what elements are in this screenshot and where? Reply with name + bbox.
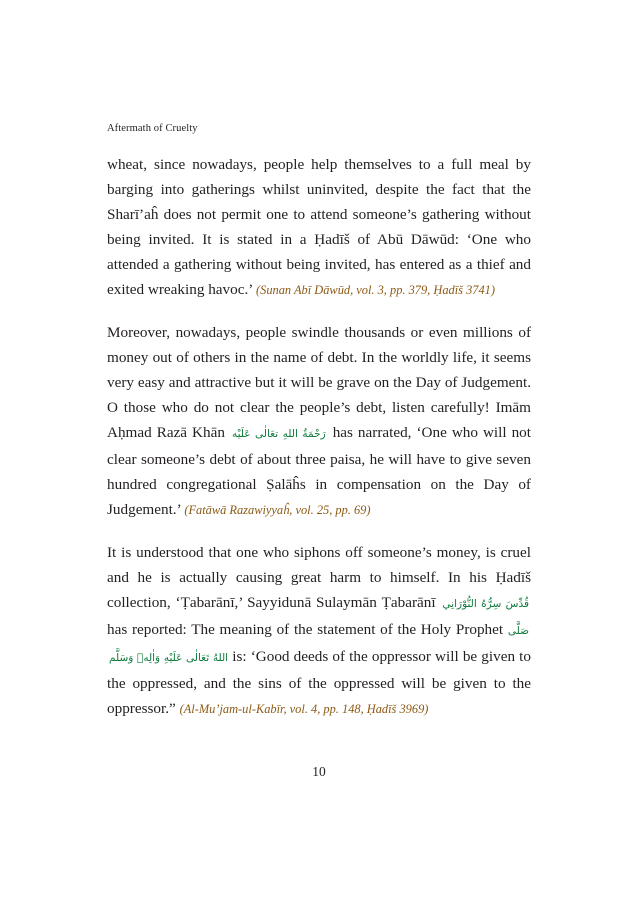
paragraph-text: has reported: The meaning of the statement of the Holy Prophet [107,621,508,638]
arabic-honorific: رَحْمَةُ اللهِ تعَالٰی عَلَيْه [231,428,326,440]
paragraph-text: has narrated, ‘One who will not clear someone’s debt of about three paisa, he will have to give seven hundred congregational Ṣalāĥs in compensation on the Day of Judgement.’ [107,424,531,518]
paragraph-text: wheat, since nowadays, people help themselves to a full meal by barging into gatherings whilst uninvited, despite the fact that the Sharī’aĥ does not permit one to attend someone’s gathering without being invited. It is stated in a Ḥadīš of Abū Dāwūd: ‘One who attended a gathering without being invited, has entered as a thief and exited wreaking havoc.’ [107,156,531,298]
page-body [107,152,531,739]
paragraph-text: It is understood that one who siphons off someone’s money, is cruel and he is actually causing great harm to himself. In his Ḥadīš collection, ‘Ṭabarānī,’ Sayyidunā Sulaymān Ṭabarānī [107,544,531,611]
page-number: 10 [312,764,326,779]
paragraph-1 [107,152,531,303]
paragraph-3 [107,540,531,722]
citation: (Sunan Abī Dāwūd, vol. 3, pp. 379, Ḥadīš 3741) [256,283,495,297]
citation: (Fatāwā Razawiyyaĥ, vol. 25, pp. 69) [184,503,371,517]
paragraph-2 [107,320,531,523]
arabic-honorific: قُدِّسَ سِرُّهُ النُّوْرَانِي [442,598,529,610]
arabic-honorific: صَلَّى اللهُ تَعَالٰى عَلَيْهِ وَاٰلِهٖ وَسَلَّم [109,625,529,664]
running-header: Aftermath of Cruelty [107,123,198,134]
paragraph-text: is: ‘Good deeds of the oppressor will be given to the oppressed, and the sins of the oppressed will be given to the oppressor.” [107,648,531,717]
citation: (Al-Mu’jam-ul-Kabīr, vol. 4, pp. 148, Ḥadīš 3969) [179,702,429,716]
paragraph-text: Moreover, nowadays, people swindle thousands or even millions of money out of others in the name of debt. In the worldly life, it seems very easy and attractive but it will be grave on the Day of Judgement. O those who do not clear the people’s debt, listen carefully! Imām Aḥmad Razā Khān [107,324,531,441]
